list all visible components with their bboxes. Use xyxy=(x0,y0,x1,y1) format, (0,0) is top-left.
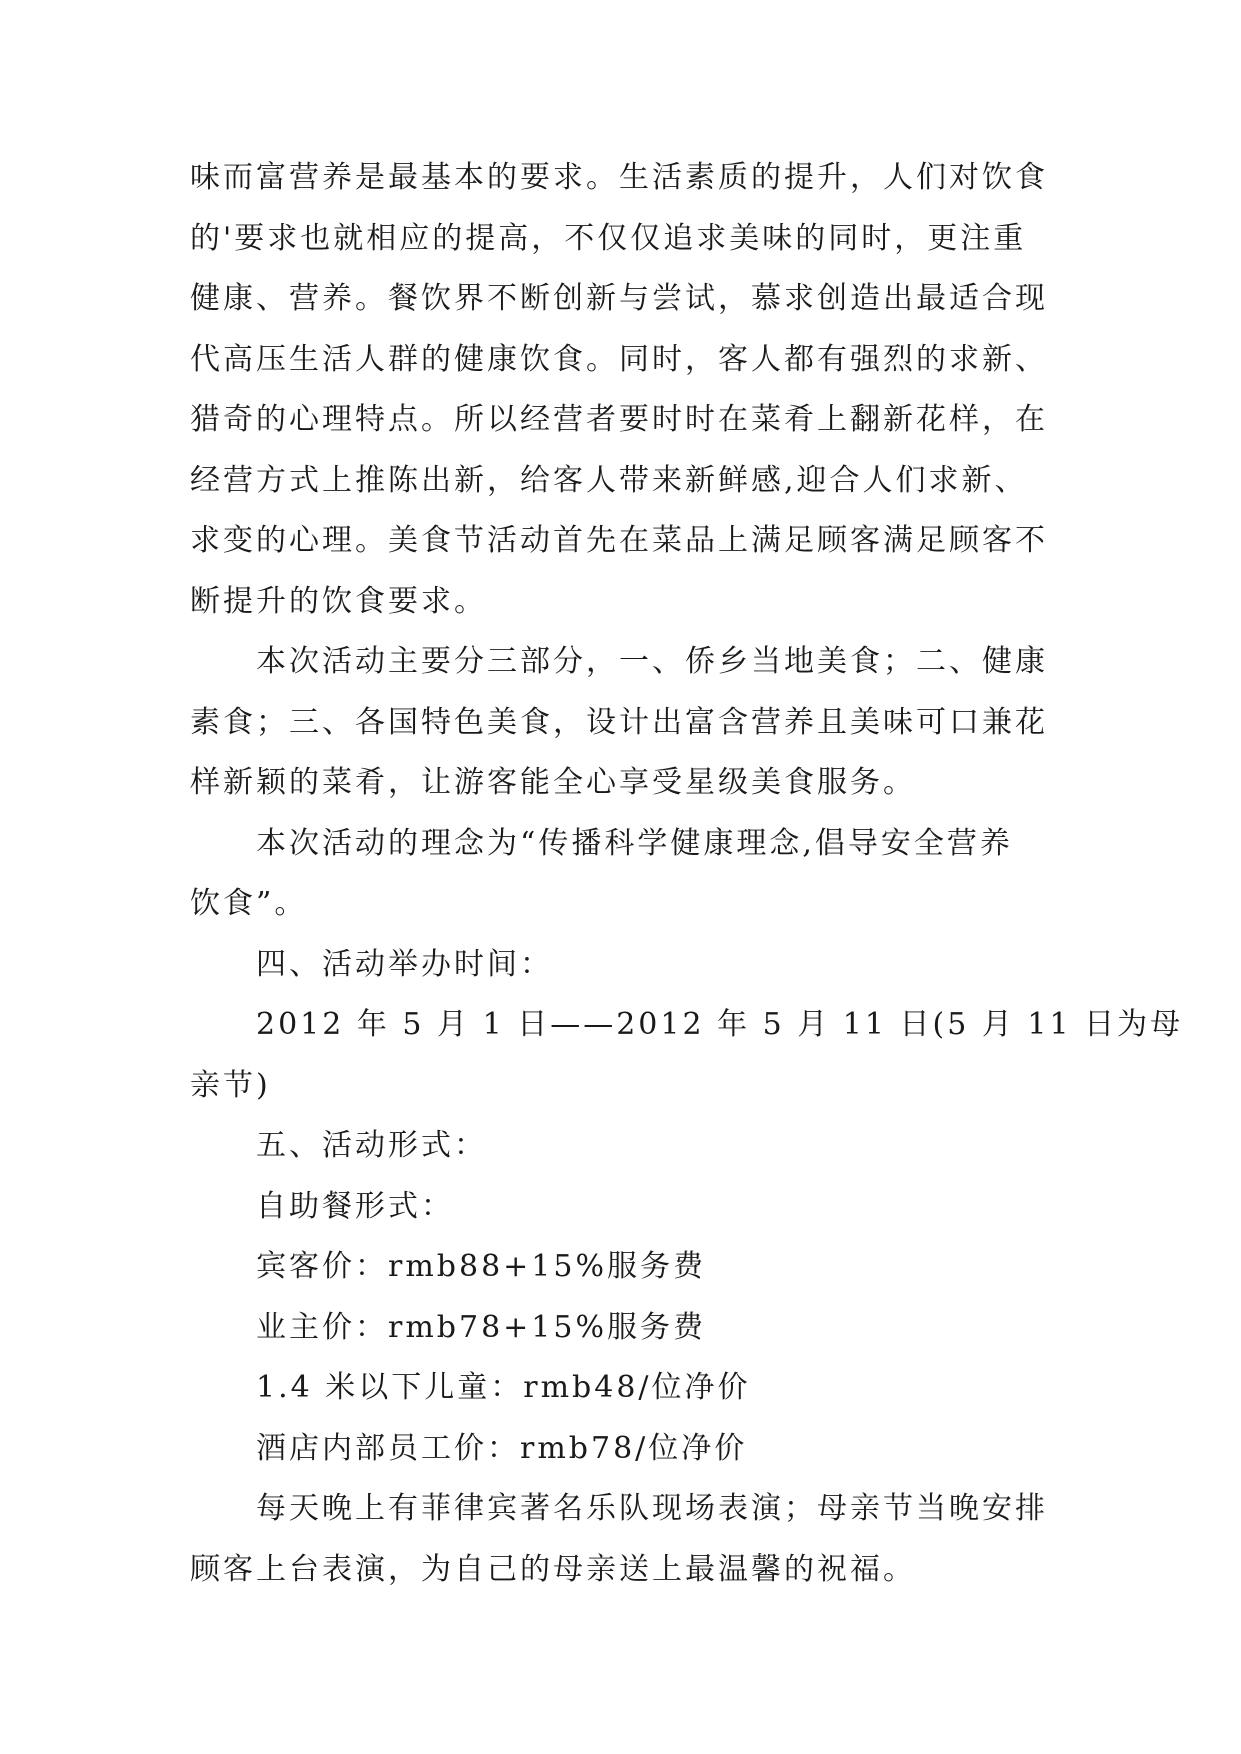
text-line: 经营方式上推陈出新，给客人带来新鲜感,迎合人们求新、 xyxy=(190,462,1028,498)
price-line: 业主价：rmb78+15%服务费 xyxy=(256,1309,706,1345)
text-line: 样新颖的菜肴，让游客能全心享受星级美食服务。 xyxy=(190,765,916,800)
paragraph-start-line: 每天晚上有菲律宾著名乐队现场表演；母亲节当晚安排 xyxy=(256,1491,1048,1526)
section-heading: 五、活动形式： xyxy=(256,1128,487,1163)
text-line: 顾客上台表演，为自己的母亲送上最温馨的祝福。 xyxy=(190,1551,916,1587)
text-line: 代高压生活人群的健康饮食。同时，客人都有强烈的求新、 xyxy=(190,341,1048,377)
text-line: 味而富营养是最基本的要求。生活素质的提升，人们对饮食 xyxy=(190,160,1048,195)
text-line: 求变的心理。美食节活动首先在菜品上满足顾客满足顾客不 xyxy=(190,523,1048,558)
text-line: 健康、营养。餐饮界不断创新与尝试，慕求创造出最适合现 xyxy=(190,281,1048,316)
paragraph-start-line: 本次活动的理念为“传播科学健康理念,倡导安全营养 xyxy=(256,825,1013,861)
price-line: 1.4 米以下儿童：rmb48/位净价 xyxy=(256,1370,751,1405)
text-line: 猎奇的心理特点。所以经营者要时时在菜肴上翻新花样，在 xyxy=(190,402,1048,437)
text-line: 亲节) xyxy=(190,1067,271,1103)
price-line: 酒店内部员工价：rmb78/位净价 xyxy=(256,1430,748,1466)
text-line: 断提升的饮食要求。 xyxy=(190,583,487,619)
price-line: 宾客价：rmb88+15%服务费 xyxy=(256,1249,706,1284)
text-line: 素食；三、各国特色美食，设计出富含营养且美味可口兼花 xyxy=(190,704,1048,740)
section-heading: 四、活动举办时间： xyxy=(256,946,553,982)
text-line: 的'要求也就相应的提高，不仅仅追求美味的同时，更注重 xyxy=(190,220,1027,256)
paragraph-start-line: 2012 年 5 月 1 日——2012 年 5 月 11 日(5 月 11 日为母 xyxy=(256,1007,1184,1042)
text-line: 饮食”。 xyxy=(190,886,308,921)
paragraph-start-line: 自助餐形式： xyxy=(256,1188,454,1224)
paragraph-start-line: 本次活动主要分三部分，一、侨乡当地美食；二、健康 xyxy=(256,644,1048,679)
document-body xyxy=(190,148,1184,1600)
